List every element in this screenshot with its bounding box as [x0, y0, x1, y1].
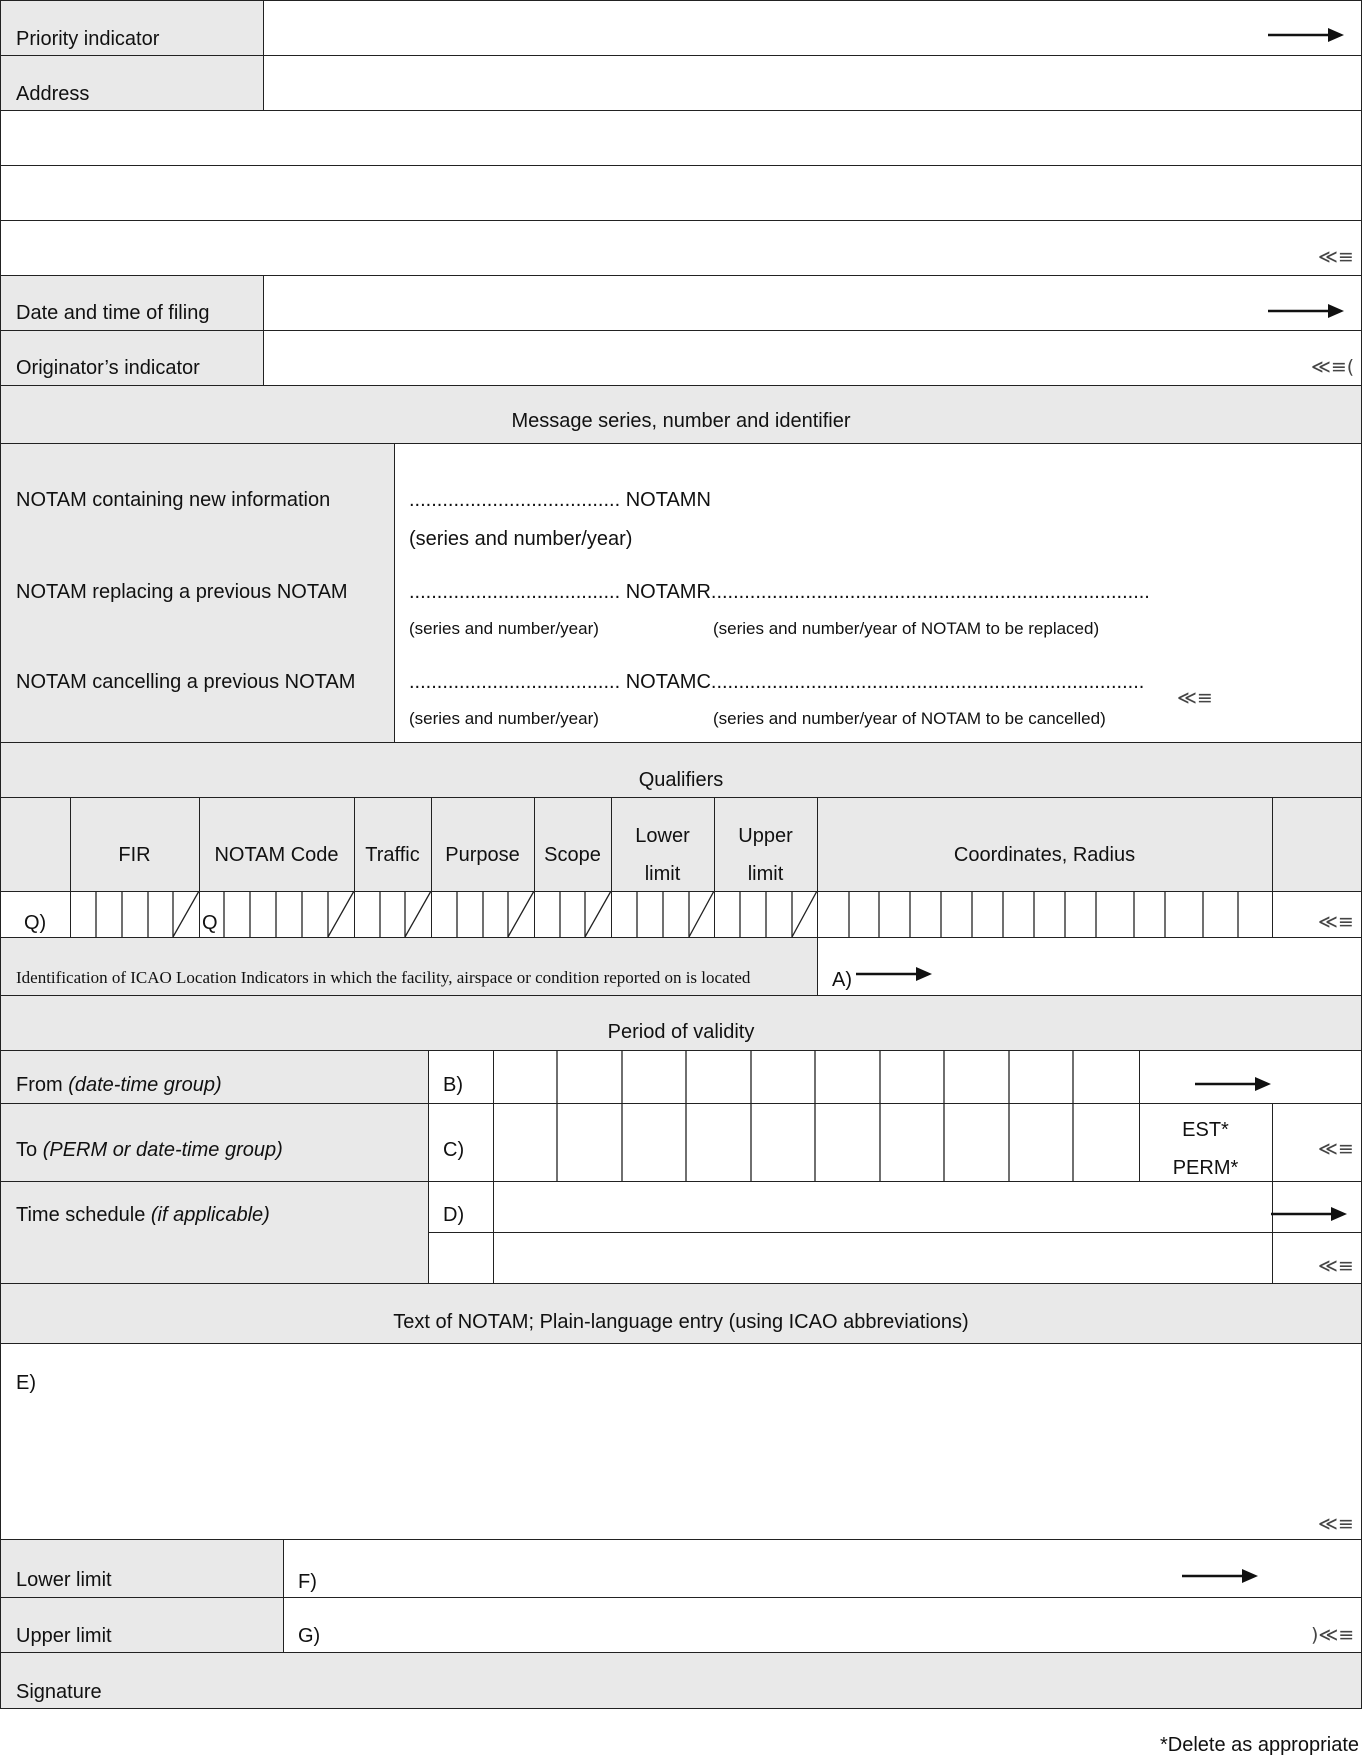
- lower-limit-field[interactable]: [330, 1541, 1170, 1596]
- scope-header: Scope: [544, 844, 601, 866]
- coordinates-header: Coordinates, Radius: [953, 844, 1136, 866]
- lower-limit-label: Lower limit: [16, 1569, 112, 1591]
- notamr-replaced-hint: (series and number/year of NOTAM to be replaced): [713, 619, 1100, 638]
- from-hint: (date-time group): [68, 1074, 222, 1096]
- rule: [0, 937, 1362, 938]
- g-label: G): [298, 1625, 321, 1647]
- rule: [0, 995, 1362, 996]
- rule: [0, 330, 1362, 331]
- notamr-line[interactable]: ...................................... NOTAMR...............................................................................: [409, 581, 1150, 603]
- notamc-series-hint: (series and number/year): [409, 709, 599, 728]
- filing-label: Date and time of filing: [16, 302, 210, 324]
- q-label: Q): [24, 912, 47, 934]
- notam-replacing-label: NOTAM replacing a previous NOTAM: [16, 581, 348, 603]
- notam-code-header: NOTAM Code: [214, 844, 339, 866]
- filing-field[interactable]: [265, 277, 1265, 329]
- address-field-line-4[interactable]: [2, 222, 1302, 274]
- c-label: C): [443, 1139, 465, 1161]
- validity-title: Period of validity: [607, 1021, 755, 1043]
- signature-field[interactable]: [150, 1654, 1360, 1707]
- rule: [1272, 1103, 1273, 1283]
- location-indicator-text: Identification of ICAO Location Indicators in which the facility, airspace or condition reported on is located: [16, 968, 751, 987]
- address-field-line-3[interactable]: [2, 167, 1360, 219]
- upper-limit-header: Upper: [738, 825, 793, 847]
- rule: [0, 1283, 1362, 1284]
- d-label: D): [443, 1204, 465, 1226]
- notamc-line[interactable]: ...................................... NOTAMC..............................................................................: [409, 671, 1145, 693]
- priority-indicator-field[interactable]: [265, 2, 1265, 54]
- notamr-series-hint: (series and number/year): [409, 619, 599, 638]
- rule: [394, 443, 395, 742]
- originator-field[interactable]: [265, 332, 1305, 384]
- est-option[interactable]: EST*: [1182, 1119, 1229, 1141]
- end-of-line-icon: )≪≡: [1311, 1624, 1355, 1646]
- from-label: [16, 1075, 222, 1095]
- e-label: E): [16, 1372, 36, 1394]
- rule: [0, 742, 1362, 743]
- arrow-icon: [856, 966, 934, 982]
- rule: [0, 1597, 1362, 1598]
- end-of-line-icon: ≪≡: [1318, 246, 1354, 268]
- perm-option[interactable]: PERM*: [1172, 1157, 1239, 1179]
- address-label: Address: [16, 83, 90, 105]
- arrow-icon: [1271, 1206, 1349, 1222]
- lower-limit-header-2: limit: [644, 863, 681, 885]
- notam-text-title: Text of NOTAM; Plain-language entry (using ICAO abbreviations): [393, 1311, 969, 1333]
- upper-limit-header-2: limit: [747, 863, 784, 885]
- validity-date-boxes: [493, 1050, 1139, 1181]
- rule: [0, 1343, 1362, 1344]
- address-field[interactable]: [265, 57, 1360, 109]
- priority-indicator-label: Priority indicator: [16, 28, 160, 50]
- schedule-label: [16, 1205, 270, 1225]
- rule: [0, 797, 1362, 798]
- rule: [0, 1539, 1362, 1540]
- to-label: [16, 1140, 283, 1160]
- to-hint: (PERM or date-time group): [42, 1139, 283, 1161]
- location-field[interactable]: [940, 939, 1360, 994]
- end-of-line-icon: ≪≡: [1318, 1255, 1354, 1277]
- notam-new-label: NOTAM containing new information: [16, 489, 331, 511]
- message-section-title: Message series, number and identifier: [511, 410, 851, 432]
- arrow-icon: [1195, 1076, 1273, 1092]
- fir-header: FIR: [118, 844, 151, 866]
- rule: [283, 1539, 284, 1652]
- rule: [0, 220, 1362, 221]
- schedule-hint: (if applicable): [150, 1204, 270, 1226]
- originator-label: Originator’s indicator: [16, 357, 200, 379]
- a-label: A): [832, 969, 852, 991]
- lower-limit-header: Lower: [635, 825, 690, 847]
- footnote: *Delete as appropriate: [1159, 1734, 1359, 1756]
- address-field-line-2[interactable]: [2, 112, 1360, 164]
- rule: [0, 385, 1362, 386]
- purpose-header: Purpose: [445, 844, 520, 866]
- rule: [428, 1050, 429, 1283]
- q-prefix: Q: [202, 912, 218, 934]
- end-of-line-icon: ≪≡: [1318, 1138, 1354, 1160]
- arrow-icon: [1268, 27, 1346, 43]
- schedule-text: Time schedule: [16, 1204, 151, 1226]
- f-label: F): [298, 1571, 317, 1593]
- notamc-cancelled-hint: (series and number/year of NOTAM to be cancelled): [713, 709, 1106, 728]
- schedule-field-2[interactable]: [494, 1233, 1271, 1282]
- signature-label: Signature: [16, 1681, 102, 1703]
- notam-text-field[interactable]: [2, 1345, 1360, 1538]
- notam-cancelling-label: NOTAM cancelling a previous NOTAM: [16, 671, 356, 693]
- from-text: From: [16, 1074, 69, 1096]
- upper-limit-label: Upper limit: [16, 1625, 112, 1647]
- rule: [0, 110, 1362, 111]
- notamn-hint: (series and number/year): [409, 528, 633, 550]
- end-of-line-icon: ≪≡: [1318, 1513, 1354, 1535]
- rule: [263, 0, 264, 110]
- rule: [0, 1652, 1362, 1653]
- rule: [0, 443, 1362, 444]
- end-of-line-icon: ≪≡(: [1311, 356, 1355, 378]
- arrow-icon: [1268, 303, 1346, 319]
- rule: [0, 55, 1362, 56]
- upper-limit-field[interactable]: [330, 1599, 1300, 1651]
- qualifiers-title: Qualifiers: [638, 769, 724, 791]
- rule: [263, 275, 264, 385]
- traffic-header: Traffic: [365, 844, 420, 866]
- rule: [0, 275, 1362, 276]
- b-label: B): [443, 1074, 463, 1096]
- end-of-line-icon: ≪≡: [1177, 687, 1213, 709]
- rule: [0, 165, 1362, 166]
- end-of-line-icon: ≪≡: [1318, 911, 1354, 933]
- notamn-line[interactable]: ...................................... NOTAMN: [409, 489, 711, 511]
- to-text: To: [16, 1139, 43, 1161]
- schedule-field[interactable]: [494, 1182, 1271, 1231]
- arrow-icon: [1182, 1568, 1260, 1584]
